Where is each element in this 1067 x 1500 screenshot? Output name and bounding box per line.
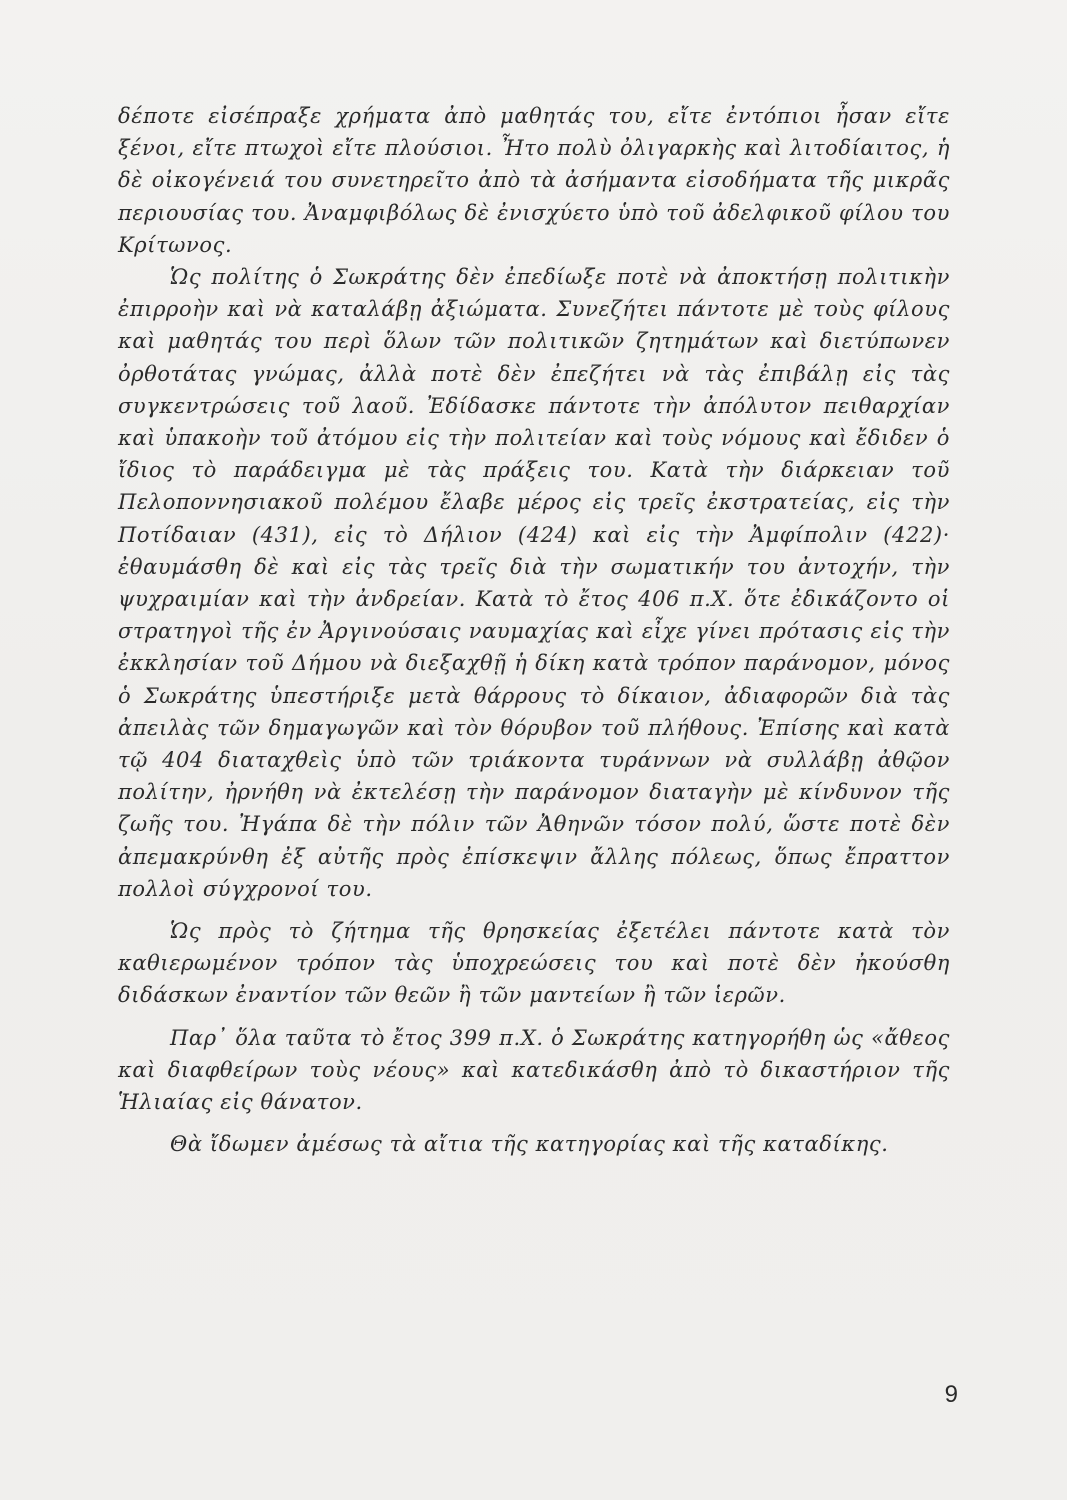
paragraph-continuation: δέποτε εἰσέπραξε χρήματα ἀπὸ μαθητάς του, εἴτε ἐντόπιοι ἦσαν εἴτε ξένοι, εἴτε πτωχοὶ εἴτε πλούσιοι. Ἦτο πολὺ ὀλιγαρκὴς καὶ λιτοδίαιτος, ἡ δὲ οἰκογένειά του συνετηρεῖτο ἀπὸ τὰ ἀσήμαντα εἰσοδήματα τῆς μικρᾶς περιουσίας του. Ἀναμφιβόλως δὲ ἐνισχύετο ὑπὸ τοῦ ἀδελφικοῦ φίλου του Κρίτωνος. bbox=[118, 104, 950, 257]
paragraph-conclusion: Θὰ ἴδωμεν ἀμέσως τὰ αἴτια τῆς κατηγορίας καὶ τῆς καταδίκης. bbox=[170, 1132, 889, 1157]
paragraph-citizen: Ὡς πολίτης ὁ Σωκράτης δὲν ἐπεδίωξε ποτὲ νὰ ἀποκτήσῃ πολιτικὴν ἐπιρροὴν καὶ νὰ καταλάβῃ ἀξιώματα. Συνεζήτει πάντοτε μὲ τοὺς φίλους καὶ μαθητάς του περὶ ὅλων τῶν πολιτικῶν ζητημάτων καὶ διετύπωνεν ὀρθοτάτας γνώμας, ἀλλὰ ποτὲ δὲν ἐπεζήτει νὰ τὰς ἐπιβάλῃ εἰς τὰς συγκεντρώσεις τοῦ λαοῦ. Ἐδίδασκε πάντοτε τὴν ἀπόλυτον πειθαρχίαν καὶ ὑπακοὴν τοῦ ἀτόμου εἰς τὴν πολιτείαν καὶ τοὺς νόμους καὶ ἔδιδεν ὁ ἴδιος τὸ παράδειγμα μὲ τὰς πράξεις του. Κατὰ τὴν διάρκειαν τοῦ Πελοποννησιακοῦ πολέμου ἔλαβε μέρος εἰς τρεῖς ἐκστρατείας, εἰς τὴν Ποτίδαιαν (431), εἰς τὸ Δήλιον (424) καὶ εἰς τὴν Ἀμφίπολιν (422)· ἐθαυμάσθη δὲ καὶ εἰς τὰς τρεῖς διὰ τὴν σωματικήν του ἀντοχήν, τὴν ψυχραιμίαν καὶ τὴν ἀνδρείαν. Κατὰ τὸ ἔτος 406 π.Χ. ὅτε ἐδικάζοντο οἱ στρατηγοὶ τῆς ἐν Ἀργινούσαις ναυμαχίας καὶ εἶχε γίνει πρότασις εἰς τὴν ἐκκλησίαν τοῦ Δήμου νὰ διεξαχθῇ ἡ δίκη κατὰ τρόπον παράνομον, μόνος ὁ Σωκράτης ὑπεστήριξε μετὰ θάρρους τὸ δίκαιον, ἀδιαφορῶν διὰ τὰς ἀπειλὰς τῶν δημαγωγῶν καὶ τὸν θόρυβον τοῦ πλήθους. Ἐπίσης καὶ κατὰ τῷ 404 διαταχθεὶς ὑπὸ τῶν τριάκοντα τυράννων νὰ συλλάβῃ ἀθῷον πολίτην, ἠρνήθη νὰ ἐκτελέσῃ τὴν παράνομον διαταγὴν μὲ κίνδυνον τῆς ζωῆς του. Ἠγάπα δὲ τὴν πόλιν τῶν Ἀθηνῶν τόσον πολύ, ὥστε ποτὲ δὲν ἀπεμακρύνθη ἐξ αὐτῆς πρὸς ἐπίσκεψιν ἄλλης πόλεως, ὅπως ἔπραττον πολλοὶ σύγχρονοί του. bbox=[118, 265, 950, 901]
paragraph-religion: Ὡς πρὸς τὸ ζήτημα τῆς θρησκείας ἐξετέλει πάντοτε κατὰ τὸν καθιερωμένον τρόπον τὰς ὑποχρεώσεις του καὶ ποτὲ δὲν ἠκούσθη διδάσκων ἐναντίον τῶν θεῶν ἢ τῶν μαντείων ἢ τῶν ἱερῶν. bbox=[118, 919, 950, 1008]
body-text bbox=[118, 100, 950, 1161]
page-number: 9 bbox=[944, 1381, 958, 1408]
paragraph-accusation: Παρ᾽ ὅλα ταῦτα τὸ ἔτος 399 π.Χ. ὁ Σωκράτης κατηγορήθη ὡς «ἄθεος καὶ διαφθείρων τοὺς νέους» καὶ κατεδικάσθη ἀπὸ τὸ δικαστήριον τῆς Ἡλιαίας εἰς θάνατον. bbox=[118, 1025, 950, 1115]
